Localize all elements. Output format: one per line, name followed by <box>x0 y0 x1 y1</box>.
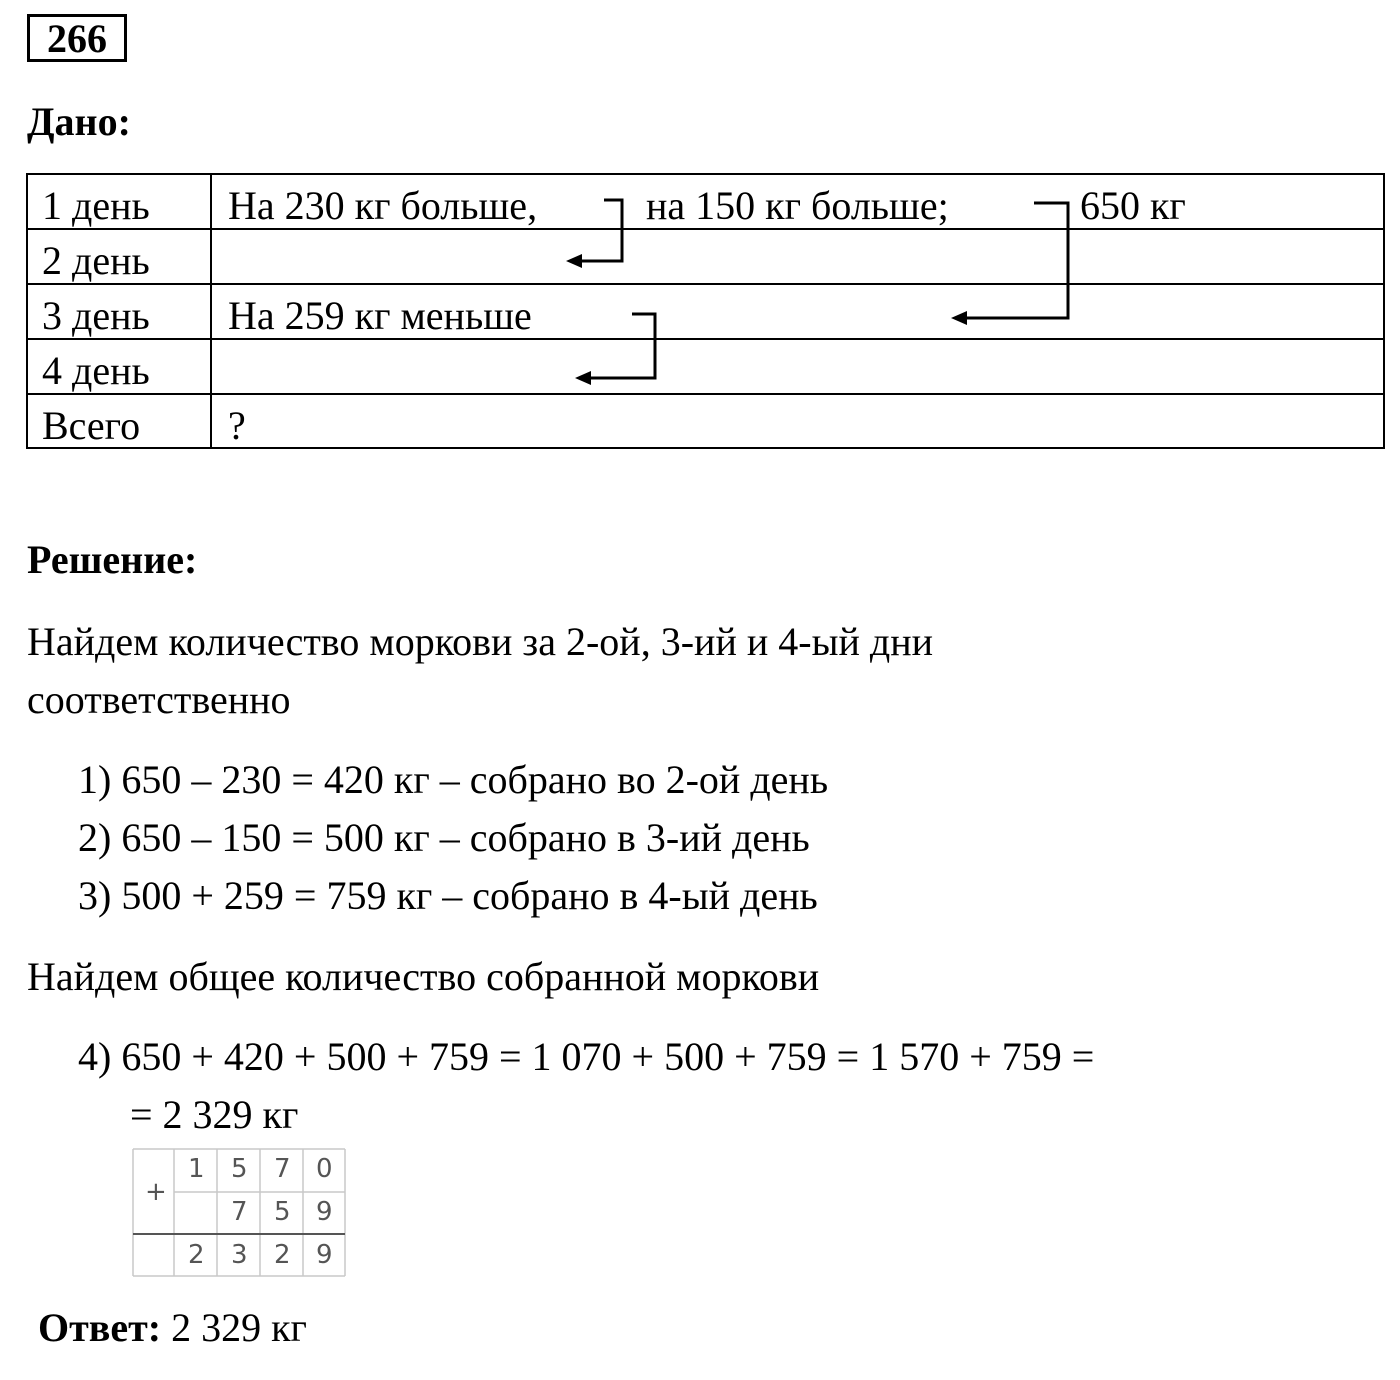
solution-heading: Решение: <box>27 537 198 582</box>
column-addition-digit: 7 <box>231 1197 248 1227</box>
column-addition-digit: 7 <box>274 1154 291 1184</box>
row-label-day2: 2 день <box>42 238 150 283</box>
column-addition-result-digit: 2 <box>274 1240 291 1270</box>
column-addition-digit: 0 <box>316 1154 333 1184</box>
row-label-total: Всего <box>42 403 141 448</box>
answer-line <box>38 1304 307 1351</box>
answer-value: 2 329 кг <box>171 1305 307 1350</box>
column-addition-digit: 5 <box>231 1154 248 1184</box>
column-addition-sign: + <box>145 1177 167 1207</box>
arrow-total-to-day3 <box>951 203 1068 325</box>
row-label-day1: 1 день <box>42 183 150 228</box>
solution-intro-line1: Найдем количество моркови за 2-ой, 3-ий и 4-ый дни <box>27 619 934 664</box>
row-text-day1: На 230 кг больше, <box>228 183 538 228</box>
column-addition-digit: 9 <box>316 1197 333 1227</box>
row-text-day3: На 259 кг меньше <box>228 293 532 338</box>
solution-step-4-line2: = 2 329 кг <box>130 1092 299 1137</box>
row-text-day1-right: 650 кг <box>1080 183 1186 228</box>
answer-label: Ответ: <box>38 1305 162 1350</box>
column-addition-result-digit: 9 <box>316 1240 333 1270</box>
solution-step-1: 1) 650 – 230 = 420 кг – собрано во 2-ой день <box>78 757 829 802</box>
task-number: 266 <box>27 14 127 62</box>
arrow-day3-to-day4 <box>575 314 655 385</box>
solution-intro-line2: соответственно <box>27 677 291 722</box>
arrow-day1-to-day2 <box>566 200 622 268</box>
row-label-day3: 3 день <box>42 293 150 338</box>
column-addition-result-digit: 2 <box>188 1240 205 1270</box>
solution-step-4-line1: 4) 650 + 420 + 500 + 759 = 1 070 + 500 + 759 = 1 570 + 759 = <box>78 1034 1095 1079</box>
solution-step-3: 3) 500 + 259 = 759 кг – собрано в 4-ый день <box>78 873 818 918</box>
column-addition-result-digit: 3 <box>231 1240 248 1270</box>
row-text-total: ? <box>228 403 246 448</box>
solution-step-2: 2) 650 – 150 = 500 кг – собрано в 3-ий день <box>78 815 810 860</box>
given-heading: Дано: <box>27 99 131 144</box>
row-label-day4: 4 день <box>42 348 150 393</box>
solution-total-intro: Найдем общее количество собранной моркови <box>27 954 820 999</box>
column-addition-digit: 5 <box>274 1197 291 1227</box>
row-text-day1-mid: на 150 кг больше; <box>646 183 949 228</box>
column-addition-digit: 1 <box>188 1154 205 1184</box>
